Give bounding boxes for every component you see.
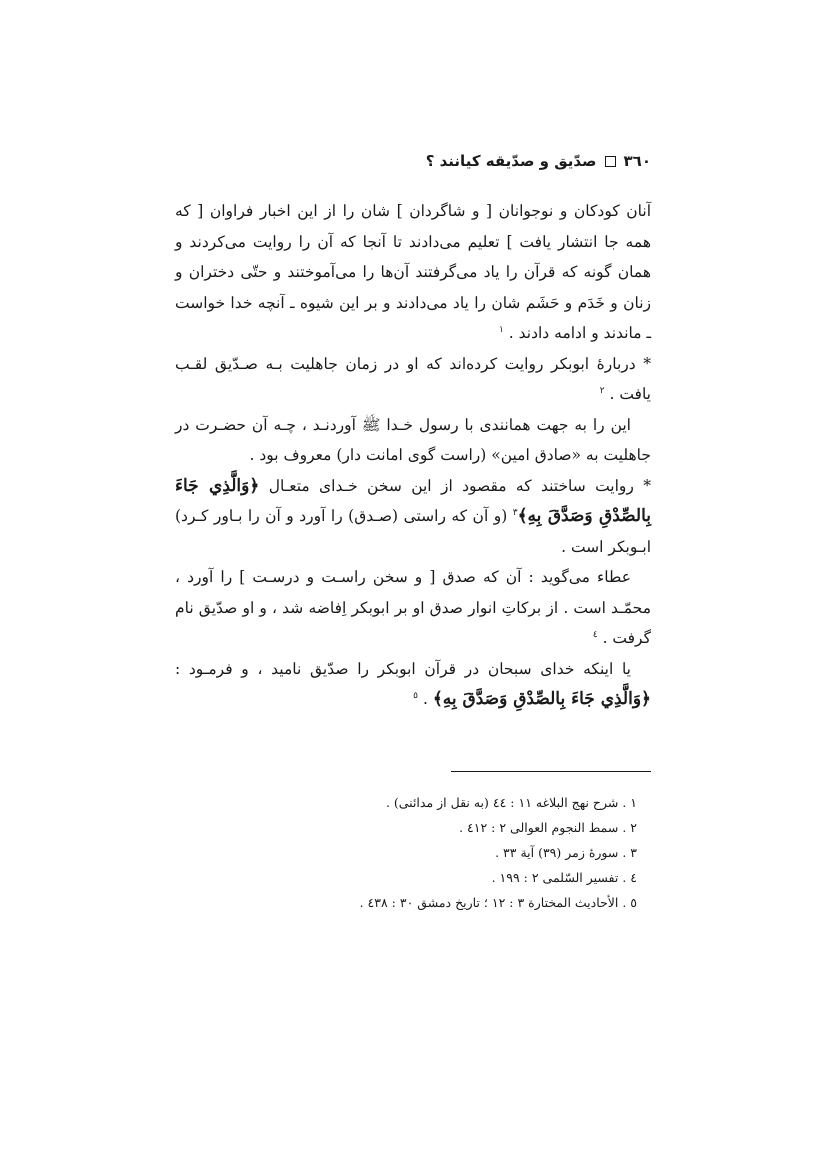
paragraph-6: يا اينكه خداى سبحان در قرآن ابوبكر را صدّيق ناميد ، و فرمـود : ﴿وَالَّذِي جَاءَ بِالصِّدْقِ وَصَدَّقَ بِهِ﴾ . $^٥$ — [175, 659, 651, 709]
footnote-5: ٥ . الأحاديث المختارة ٣ : ١٢ ؛ تاريخ دمشق ٣٠ : ٤٣٨ . — [359, 895, 637, 910]
square-bullet-icon — [605, 156, 616, 167]
footnote-ref-4: ٤ — [592, 629, 598, 640]
footnote-ref-5: ٥ — [413, 690, 419, 701]
footnote-ref-2: ٢ — [599, 385, 605, 396]
quran-quote-1: ﴿وَالَّذِي جَاءَ بِالصِّدْقِ وَصَدَّقَ بِهِ﴾ — [175, 475, 651, 526]
quran-quote-2: ﴿وَالَّذِي جَاءَ بِالصِّدْقِ وَصَدَّقَ بِهِ﴾ — [432, 689, 651, 709]
footnote-3: ٣ . سورهٔ زمر (٣٩) آية ٣٣ . — [495, 845, 637, 860]
footnotes — [175, 790, 651, 915]
body-text — [175, 196, 651, 715]
paragraph-1: آنان كودكان و نوجوانان [ و شاگردان ] شان را از اين اخبار فراوان [ كه همه جا انتشار يافت ] تعليم مى‌دادند تا آنجا كه آن را روايت مى‌كردند و همان گونه كه قرآن را ياد مى‌گرفتند آن‌ها را مى‌آموختند و حتّى دختران و زنان و خَدَم و حَشَم شان را ياد مى‌دادند و بر اين شيوه ـ آنچه خدا خواست ـ ماندند و ادامه دادند . $^١$ — [175, 202, 651, 342]
footnote-1: ١ . شرح نهج البلاغه ١١ : ٤٤ (به نقل از مدائنى) . — [385, 795, 637, 810]
paragraph-4: * روايت ساختند كه مقصود از اين سخن خـداى متعـال ﴿وَالَّذِي جَاءَ بِالصِّدْقِ وَصَدَّقَ بِهِ﴾$^٣$ (و آن كه راستى (صـدق) را آورد و آن را بـاور كـرد) ابـوبكر است . — [175, 475, 651, 556]
footnote-4: ٤ . تفسير السّلمى ٢ : ١٩٩ . — [491, 870, 637, 885]
paragraph-2: * دربارهٔ ابوبكر روايت كرده‌اند كه او در زمان جاهليت بـه صـدّيق لقـب يافت . $^٢$ — [175, 354, 651, 403]
footnote-2: ٢ . سمط النجوم العوالى ٢ : ٤١٢ . — [459, 820, 637, 835]
page-number: ٣٦٠ — [623, 152, 651, 170]
footnote-divider — [451, 771, 651, 772]
paragraph-3: اين را به جهت همانندى با رسول خـدا ﷺ آوردنـد ، چـه آن حضـرت در جاهليت به «صادق امين» (راست گوى امانت دار) معروف بود . — [175, 415, 651, 464]
footnote-ref-3: ٣ — [512, 507, 518, 518]
chapter-title: صدّيق و صدّيقه كيانند ؟ — [425, 152, 597, 170]
footnote-ref-1: ١ — [499, 324, 504, 335]
paragraph-5: عطاء مى‌گويد : آن كه صدق [ و سخن راسـت و درسـت ] را آورد ، محمّـد است . از بركاتِ انوار صدق او بر ابوبكر اِفاضه شد ، و او صدّيق نام گرفت . $^٤$ — [175, 568, 651, 647]
running-head — [175, 150, 651, 172]
